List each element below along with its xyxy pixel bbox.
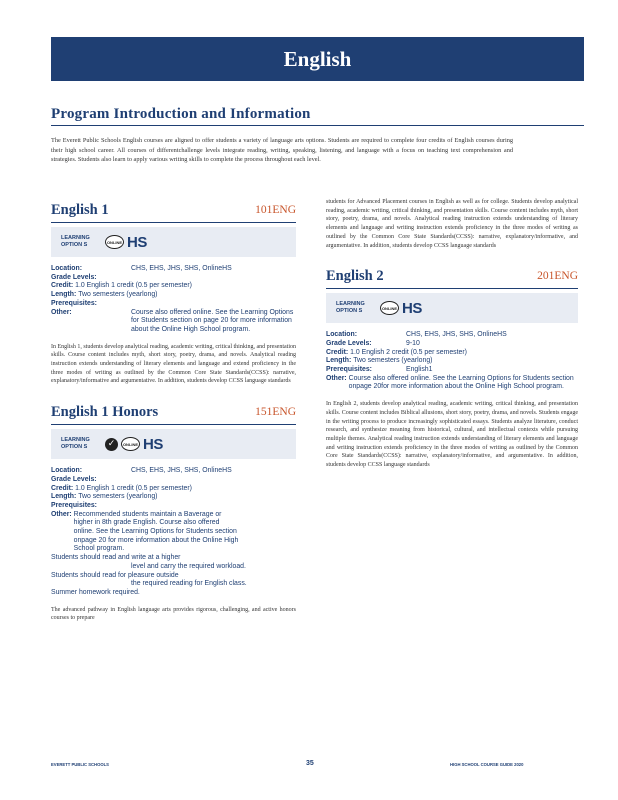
course-divider: [51, 424, 296, 425]
intro-paragraph: The Everett Public Schools English courses are aligned to offer students a variety of language arts options. Students are required to complete four credits of English courses during their high school career. All courses of differentchallenge levels integrate reading, writing, speaking, listening, and language with a focus on teaching text comprehension and strategies. Students also learn to apply various writing skills to complete the process throughout each level.: [51, 137, 513, 164]
note-text: the required reading for English class.: [131, 580, 247, 588]
hs-logo-icon: HS: [402, 299, 422, 317]
course-divider: [51, 222, 296, 223]
length-value: Two semesters (yearlong): [353, 357, 433, 365]
other-value: Recommended students maintain a Baverage or higher in 8th grade English. Course also offered online. See the Learning Options for Students section onpage 20 for more information about the Online High School program.: [73, 510, 239, 553]
learning-options-label: LEARNING OPTION S: [61, 437, 90, 451]
course-description: In English 2, students develop analytical reading, academic writing, critical thinking, and presentation skills. Course content includes Biblical allusions, short story, poetry, drama, and novels. Students engage in the writing process to produce increasingly sophisticated essays. Students analyze literature, conduct research, and synthesize meaning from historical, cultural, and intellectual contexts while pursuing multiple themes. Analytical reading instruction extends understanding of literary elements and language and writing instruction extends proficiency in the three modes of writing as outlined by the Common Core State Standards(CCSS): narrative, explanatory/informative, and argumentative. In addition, students develop CCSS language standards: [326, 401, 578, 469]
course-english-2: [326, 266, 578, 470]
online-badge-icon: ONLINE: [380, 301, 399, 315]
course-name: English 1: [51, 202, 109, 218]
course-code: 101ENG: [255, 204, 296, 216]
footer-right: HIGH SCHOOL COURSE GUIDE 2020: [450, 762, 524, 767]
check-icon: ✓: [105, 438, 118, 451]
credit-value: 1.0 English 1 credit (0.5 per semester): [75, 282, 192, 290]
hs-logo-icon: HS: [127, 233, 147, 251]
location-value: CHS, EHS, JHS, SHS, OnlineHS: [406, 331, 507, 339]
right-column: [326, 198, 578, 470]
credit-value: 1.0 English 2 credit (0.5 per semester): [350, 348, 467, 356]
course-info: Location: CHS, EHS, JHS, SHS, OnlineHS Grade Levels: Credit: 1.0 English 1 credit (0.5 per semester) Length: Two semesters (yearlong) Prerequisites: Other: Recommended students maintain a Baverage or higher in 8th grade English. Course also offered online. See the Learning Options for Students section onpage 20 for more information about the Online High School program. Students should read and write at a higher level and carry the required workload. Students should read for pleasure outside the required reading for English class. Summer homework required.: [51, 467, 296, 598]
section-divider: [51, 125, 584, 126]
location-value: CHS, EHS, JHS, SHS, OnlineHS: [131, 265, 232, 272]
left-column: [51, 200, 296, 623]
learning-options-box: [326, 293, 578, 323]
note-text: level and carry the required workload.: [131, 562, 246, 570]
footer-left: EVERETT PUBLIC SCHOOLS: [51, 762, 109, 767]
course-info: Location: CHS, EHS, JHS, SHS, OnlineHS Grade Levels: Credit: 1.0 English 1 credit (0.5 per semester) Length: Two semesters (yearlong) Prerequisites: Other: Course also offered online. See the Learning Options for Students section on page 20 for more information about the Online High School program.: [51, 265, 296, 335]
credit-value: 1.0 English 1 credit (0.5 per semester): [75, 484, 192, 492]
location-value: CHS, EHS, JHS, SHS, OnlineHS: [131, 467, 232, 475]
continued-description: students for Advanced Placement courses in English as well as for college. Students develop analytical reading, academic writing, critical thinking, and presentation skills. Course content includes myth, short story, poetry, drama, and novels. Analytical reading instruction extends understanding of literary elements and language and writing instruction extends proficiency in the three modes of writing as outlined by the Common Core State Standards(CCSS): narrative, explanatory/informative, and argumentative. In addition, students develop CCSS language standards: [326, 199, 578, 249]
grade-levels-value: 9-10: [406, 339, 420, 347]
hs-logo-icon: HS: [143, 435, 163, 453]
header-banner: [51, 37, 584, 81]
course-info: Location: CHS, EHS, JHS, SHS, OnlineHS Grade Levels: 9-10 Credit: 1.0 English 2 credit (0.5 per semester) Length: Two semesters (yearlong) Prerequisites: English1 Other: Course also offered online. See the Learning Options for Students section onpage 20for more information about the Online High School program.: [326, 331, 578, 392]
learning-options-box: [51, 429, 296, 459]
note-text: Summer homework required.: [51, 588, 140, 596]
other-value: Course also offered online. See the Learning Options for Students section on page 20 for more information about the Online High School program.: [131, 308, 294, 333]
course-description: In English 1, students develop analytical reading, academic writing, critical thinking, and presentation skills. Course content includes myth, short story, poetry, drama, and novels. Analytical reading instruction extends understanding of literary elements and language and extend proficiency in the three modes of writing as outlined by the Common Core State Standards(CCSS): narrative, explanatory/informative and argumentative. In addition, students develop CCSS language standards: [51, 343, 296, 385]
length-value: Two semesters (yearlong): [78, 291, 158, 299]
other-value: Course also offered online. See the Learning Options for Students section onpage 20for more information about the Online High School program.: [348, 374, 574, 391]
course-english-1-honors: [51, 402, 296, 623]
course-name: English 1 Honors: [51, 404, 159, 421]
prerequisites-value: English1: [406, 366, 433, 374]
length-value: Two semesters (yearlong): [78, 493, 158, 501]
note-text: Students should read for pleasure outside: [51, 571, 179, 579]
note-text: Students should read and write at a higher: [51, 554, 181, 562]
course-code: 201ENG: [537, 270, 578, 283]
course-divider: [326, 288, 578, 289]
course-english-1: [51, 200, 296, 386]
course-name: English 2: [326, 268, 384, 285]
section-title: Program Introduction and Information: [51, 106, 311, 122]
page-title: English: [283, 46, 352, 71]
learning-options-label: LEARNING OPTION S: [336, 301, 365, 315]
learning-options-label: LEARNING OPTION S: [61, 235, 90, 248]
online-badge-icon: ONLINE: [121, 437, 140, 451]
course-code: 151ENG: [255, 406, 296, 419]
learning-options-box: [51, 227, 296, 257]
online-badge-icon: ONLINE: [105, 235, 124, 249]
footer-page-number: 35: [306, 760, 314, 767]
course-description: The advanced pathway in English language arts provides rigorous, challenging, and active honors courses to prepare: [51, 606, 296, 622]
